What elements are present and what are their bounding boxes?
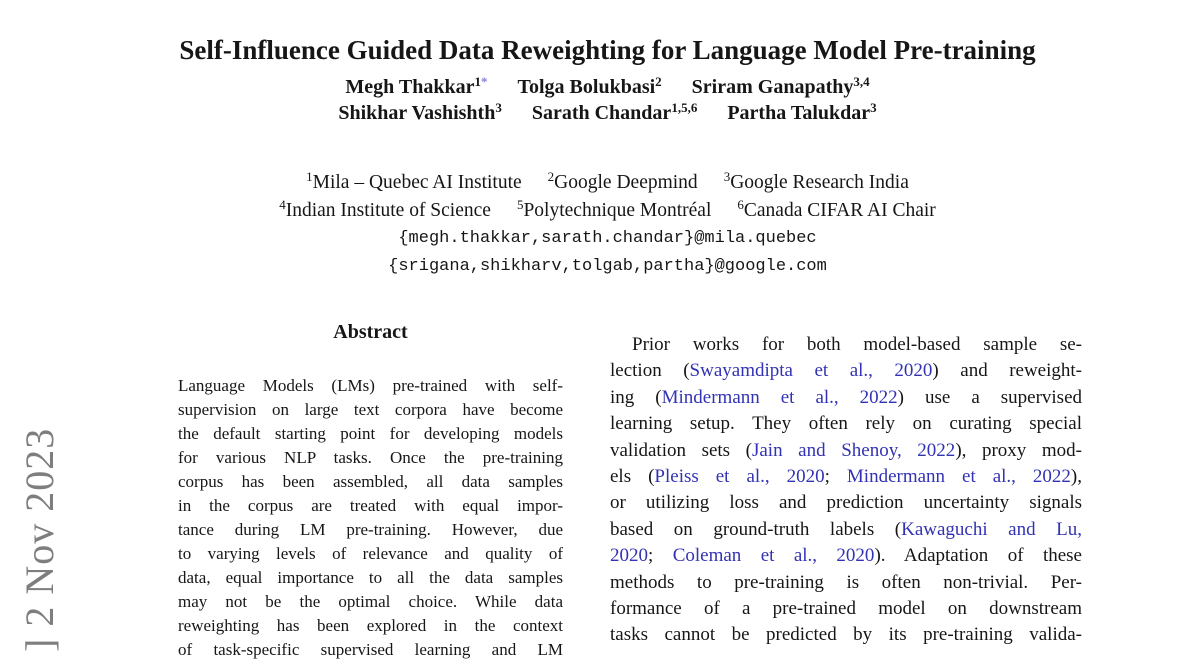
affiliation-superscript: 6	[737, 197, 744, 212]
body-line: formance of a pre-trained model on downstream	[610, 597, 1082, 619]
abstract-text	[178, 374, 563, 659]
body-line: 2020; Coleman et al., 2020). Adaptation of these	[610, 545, 1082, 567]
body-line: or utilizing loss and prediction uncertainty signals	[610, 492, 1082, 514]
affiliation-item: $^1$Mila – Quebec AI Institute	[306, 169, 522, 193]
email-line: {srigana,shikharv,tolgab,partha}@google.com	[388, 257, 827, 276]
body-line: based on ground-truth labels (Kawaguchi and Lu,	[610, 518, 1082, 540]
affiliation-block	[15, 169, 1200, 225]
author-superscript: 3,4	[853, 74, 870, 89]
body-line: validation sets (Jain and Shenoy, 2022), proxy mod-	[610, 439, 1082, 461]
author-row	[15, 74, 1200, 100]
affiliation-item: $^3$Google Research India	[723, 169, 909, 193]
citation-link[interactable]: 2020	[610, 545, 648, 567]
intro-column	[610, 332, 1082, 648]
author-superscript: 1,5,6	[671, 100, 698, 115]
affiliation-superscript: 3	[723, 169, 731, 184]
abstract-heading: Abstract	[333, 321, 408, 343]
author-name: Sriram Ganapathy$^{3,4}$	[691, 74, 870, 98]
abstract-line: in the corpus are treated with equal impor-	[178, 496, 563, 515]
arxiv-watermark: ] 2 Nov 2023	[17, 427, 62, 652]
affiliation-superscript: 5	[516, 197, 524, 212]
author-name: Megh Thakkar$^{1*}$	[345, 74, 488, 98]
body-line: ing (Mindermann et al., 2022) use a supervised	[610, 386, 1082, 408]
abstract-line: for various NLP tasks. Once the pre-training	[178, 448, 563, 467]
body-line: els (Pleiss et al., 2020; Mindermann et al., 2022),	[610, 465, 1082, 487]
abstract-line: tance during LM pre-training. However, due	[178, 520, 563, 539]
citation-link[interactable]: Coleman et al., 2020	[672, 545, 875, 567]
citation-link[interactable]: Mindermann et al., 2022	[661, 386, 898, 408]
abstract-line: data, equal importance to all the data samples	[178, 568, 563, 587]
abstract-line: corpus has been assembled, all data samples	[178, 472, 563, 491]
abstract-line: to varying levels of relevance and quality of	[178, 544, 563, 563]
author-superscript: 2	[655, 74, 662, 89]
citation-link[interactable]: Pleiss et al., 2020	[654, 465, 825, 487]
author-name: Tolga Bolukbasi$^2$	[517, 74, 662, 98]
citation-link[interactable]: Swayamdipta et al., 2020	[689, 360, 933, 382]
author-superscript: 3	[495, 100, 502, 115]
author-superscript: 1*	[474, 74, 488, 89]
citation-link[interactable]: Mindermann et al., 2022	[846, 465, 1071, 487]
author-block	[15, 74, 1200, 126]
abstract-line: the default starting point for developing models	[178, 424, 563, 443]
abstract-line: reweighting has been explored in the context	[178, 616, 563, 635]
author-name: Sarath Chandar$^{1,5,6}$	[531, 100, 698, 124]
citation-link[interactable]: Jain and Shenoy, 2022	[751, 439, 956, 461]
author-superscript: 3	[870, 100, 877, 115]
affiliation-superscript: 2	[547, 169, 555, 184]
author-row	[15, 100, 1200, 126]
affiliation-item: $^6$Canada CIFAR AI Chair	[737, 197, 936, 221]
abstract-section	[178, 318, 563, 659]
email-block	[15, 225, 1200, 281]
abstract-line: supervision on large text corpora have become	[178, 400, 563, 419]
author-name: Partha Talukdar$^3$	[727, 100, 877, 124]
affiliation-item: $^5$Polytechnique Montréal	[516, 197, 712, 221]
abstract-line: Language Models (LMs) pre-trained with self-	[178, 376, 563, 395]
body-line: learning setup. They often rely on curating special	[610, 413, 1082, 435]
footnote-star: *	[481, 74, 488, 89]
author-name: Shikhar Vashishth$^3$	[338, 100, 502, 124]
abstract-line: may not be the optimal choice. While data	[178, 592, 563, 611]
affiliation-row	[15, 169, 1200, 197]
affiliation-item: $^4$Indian Institute of Science	[279, 197, 491, 221]
paper-title: Self-Influence Guided Data Reweighting for Language Model Pre-training	[179, 35, 1036, 65]
body-line: lection (Swayamdipta et al., 2020) and reweight-	[610, 360, 1082, 382]
body-line: tasks cannot be predicted by its pre-training valida-	[610, 624, 1082, 646]
affiliation-item: $^2$Google Deepmind	[547, 169, 698, 193]
affiliation-superscript: 1	[306, 169, 313, 184]
body-line: Prior works for both model-based sample se-	[632, 334, 1082, 355]
affiliation-superscript: 4	[279, 197, 286, 212]
citation-link[interactable]: Kawaguchi and Lu,	[901, 518, 1082, 540]
abstract-line: of task-specific supervised learning and LM	[178, 640, 563, 659]
affiliation-row	[15, 197, 1200, 225]
body-line: methods to pre-training is often non-trivial. Per-	[610, 571, 1082, 593]
email-line: {megh.thakkar,sarath.chandar}@mila.quebec	[398, 229, 817, 248]
